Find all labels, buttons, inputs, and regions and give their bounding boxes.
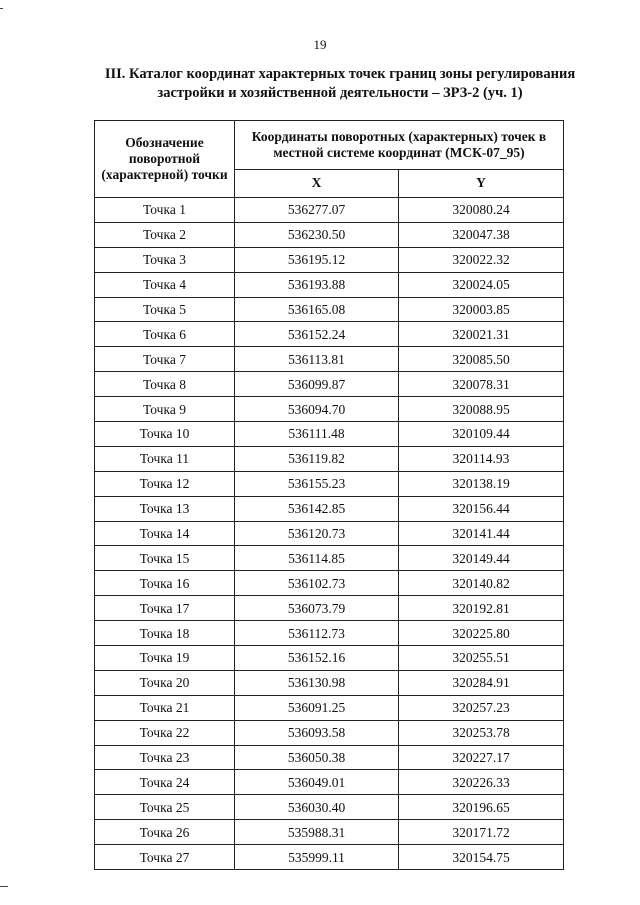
y-coordinate-cell: 320109.44 xyxy=(399,422,564,447)
table-row xyxy=(95,695,564,720)
point-name-cell: Точка 25 xyxy=(95,795,235,820)
point-name-cell: Точка 11 xyxy=(95,446,235,471)
table-row xyxy=(95,646,564,671)
table-row xyxy=(95,745,564,770)
y-coordinate-cell: 320257.23 xyxy=(399,695,564,720)
x-coordinate-cell: 536093.58 xyxy=(235,720,399,745)
y-coordinate-cell: 320140.82 xyxy=(399,571,564,596)
table-row xyxy=(95,372,564,397)
x-coordinate-cell: 536099.87 xyxy=(235,372,399,397)
y-coordinate-cell: 320154.75 xyxy=(399,845,564,870)
point-name-cell: Точка 22 xyxy=(95,720,235,745)
y-coordinate-cell: 320021.31 xyxy=(399,322,564,347)
x-coordinate-cell: 536114.85 xyxy=(235,546,399,571)
y-coordinate-cell: 320226.33 xyxy=(399,770,564,795)
header-x: X xyxy=(235,169,399,197)
point-name-cell: Точка 21 xyxy=(95,695,235,720)
table-row xyxy=(95,521,564,546)
y-coordinate-cell: 320003.85 xyxy=(399,297,564,322)
coordinates-table xyxy=(94,120,564,870)
y-coordinate-cell: 320047.38 xyxy=(399,222,564,247)
y-coordinate-cell: 320078.31 xyxy=(399,372,564,397)
document-title xyxy=(90,65,590,103)
point-name-cell: Точка 27 xyxy=(95,845,235,870)
y-coordinate-cell: 320284.91 xyxy=(399,670,564,695)
x-coordinate-cell: 535988.31 xyxy=(235,820,399,845)
x-coordinate-cell: 536049.01 xyxy=(235,770,399,795)
point-name-cell: Точка 23 xyxy=(95,745,235,770)
point-name-cell: Точка 6 xyxy=(95,322,235,347)
point-name-cell: Точка 18 xyxy=(95,621,235,646)
table-row xyxy=(95,720,564,745)
y-coordinate-cell: 320192.81 xyxy=(399,596,564,621)
x-coordinate-cell: 536152.24 xyxy=(235,322,399,347)
header-y: Y xyxy=(399,169,564,197)
x-coordinate-cell: 536195.12 xyxy=(235,247,399,272)
y-coordinate-cell: 320156.44 xyxy=(399,496,564,521)
x-coordinate-cell: 536050.38 xyxy=(235,745,399,770)
scan-edge-mark-bottom xyxy=(0,886,8,887)
point-name-cell: Точка 12 xyxy=(95,471,235,496)
table-row xyxy=(95,422,564,447)
x-coordinate-cell: 536193.88 xyxy=(235,272,399,297)
y-coordinate-cell: 320253.78 xyxy=(399,720,564,745)
table-row xyxy=(95,347,564,372)
y-coordinate-cell: 320085.50 xyxy=(399,347,564,372)
table-header xyxy=(95,121,564,198)
point-name-cell: Точка 5 xyxy=(95,297,235,322)
x-coordinate-cell: 536073.79 xyxy=(235,596,399,621)
x-coordinate-cell: 535999.11 xyxy=(235,845,399,870)
table-row xyxy=(95,198,564,223)
y-coordinate-cell: 320024.05 xyxy=(399,272,564,297)
x-coordinate-cell: 536030.40 xyxy=(235,795,399,820)
x-coordinate-cell: 536165.08 xyxy=(235,297,399,322)
title-line-1: III. Каталог координат характерных точек границ зоны регулирования xyxy=(104,66,576,82)
x-coordinate-cell: 536277.07 xyxy=(235,198,399,223)
x-coordinate-cell: 536102.73 xyxy=(235,571,399,596)
x-coordinate-cell: 536094.70 xyxy=(235,397,399,422)
table-body xyxy=(95,198,564,870)
title-line-2: застройки и хозяйственной деятельности – ЗРЗ-2 (уч. 1) xyxy=(157,85,523,101)
x-coordinate-cell: 536230.50 xyxy=(235,222,399,247)
x-coordinate-cell: 536142.85 xyxy=(235,496,399,521)
y-coordinate-cell: 320171.72 xyxy=(399,820,564,845)
table-row xyxy=(95,845,564,870)
table-row xyxy=(95,471,564,496)
point-name-cell: Точка 15 xyxy=(95,546,235,571)
x-coordinate-cell: 536111.48 xyxy=(235,422,399,447)
table-row xyxy=(95,247,564,272)
x-coordinate-cell: 536112.73 xyxy=(235,621,399,646)
point-name-cell: Точка 19 xyxy=(95,646,235,671)
x-coordinate-cell: 536155.23 xyxy=(235,471,399,496)
table-row xyxy=(95,322,564,347)
y-coordinate-cell: 320088.95 xyxy=(399,397,564,422)
header-coordinates: Координаты поворотных (характерных) точек в местной системе координат (МСК-07_95) xyxy=(235,121,564,170)
y-coordinate-cell: 320227.17 xyxy=(399,745,564,770)
point-name-cell: Точка 7 xyxy=(95,347,235,372)
x-coordinate-cell: 536152.16 xyxy=(235,646,399,671)
point-name-cell: Точка 8 xyxy=(95,372,235,397)
x-coordinate-cell: 536119.82 xyxy=(235,446,399,471)
y-coordinate-cell: 320138.19 xyxy=(399,471,564,496)
y-coordinate-cell: 320080.24 xyxy=(399,198,564,223)
table-row xyxy=(95,222,564,247)
y-coordinate-cell: 320114.93 xyxy=(399,446,564,471)
y-coordinate-cell: 320022.32 xyxy=(399,247,564,272)
table-row xyxy=(95,496,564,521)
table-row xyxy=(95,272,564,297)
page-number: 19 xyxy=(313,37,327,52)
x-coordinate-cell: 536120.73 xyxy=(235,521,399,546)
table-row xyxy=(95,397,564,422)
header-point-designation: Обозначение поворотной (характерной) точки xyxy=(95,121,235,198)
point-name-cell: Точка 9 xyxy=(95,397,235,422)
point-name-cell: Точка 26 xyxy=(95,820,235,845)
y-coordinate-cell: 320149.44 xyxy=(399,546,564,571)
table-row xyxy=(95,571,564,596)
table-row xyxy=(95,770,564,795)
x-coordinate-cell: 536091.25 xyxy=(235,695,399,720)
point-name-cell: Точка 4 xyxy=(95,272,235,297)
table-row xyxy=(95,795,564,820)
y-coordinate-cell: 320196.65 xyxy=(399,795,564,820)
table-row xyxy=(95,297,564,322)
point-name-cell: Точка 24 xyxy=(95,770,235,795)
table-row xyxy=(95,546,564,571)
y-coordinate-cell: 320141.44 xyxy=(399,521,564,546)
x-coordinate-cell: 536130.98 xyxy=(235,670,399,695)
point-name-cell: Точка 17 xyxy=(95,596,235,621)
y-coordinate-cell: 320255.51 xyxy=(399,646,564,671)
point-name-cell: Точка 14 xyxy=(95,521,235,546)
scan-edge-mark-top xyxy=(0,8,3,9)
point-name-cell: Точка 16 xyxy=(95,571,235,596)
y-coordinate-cell: 320225.80 xyxy=(399,621,564,646)
table-row xyxy=(95,446,564,471)
table-row xyxy=(95,670,564,695)
table-row xyxy=(95,621,564,646)
x-coordinate-cell: 536113.81 xyxy=(235,347,399,372)
point-name-cell: Точка 13 xyxy=(95,496,235,521)
point-name-cell: Точка 10 xyxy=(95,422,235,447)
table-row xyxy=(95,596,564,621)
point-name-cell: Точка 20 xyxy=(95,670,235,695)
table-row xyxy=(95,820,564,845)
point-name-cell: Точка 1 xyxy=(95,198,235,223)
point-name-cell: Точка 3 xyxy=(95,247,235,272)
point-name-cell: Точка 2 xyxy=(95,222,235,247)
